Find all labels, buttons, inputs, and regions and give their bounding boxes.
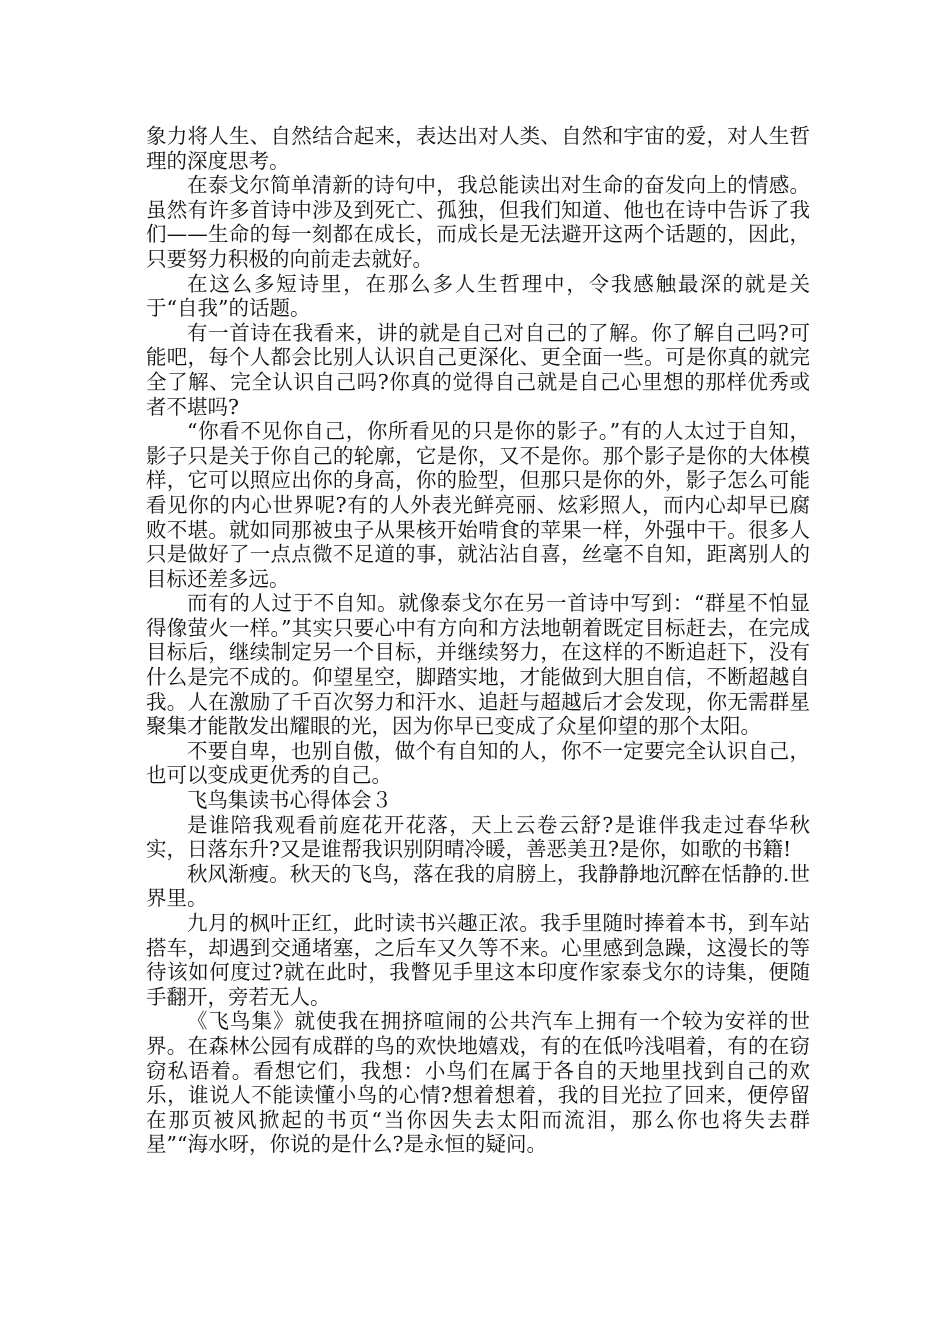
- paragraph: 秋风渐瘦。秋天的飞鸟，落在我的肩膀上，我静静地沉醉在恬静的.世界里。: [146, 861, 810, 911]
- paragraph: 不要自卑，也别自傲，做个有自知的人，你不一定要完全认识自己，也可以变成更优秀的自己。: [146, 738, 810, 788]
- paragraph: 在泰戈尔简单清新的诗句中，我总能读出对生命的奋发向上的情感。虽然有许多首诗中涉及到死亡、孤独，但我们知道、他也在诗中告诉了我们——生命的每一刻都在成长，而成长是无法避开这两个话题的，因此，只要努力积极的向前走去就好。: [146, 173, 810, 271]
- section-heading: 飞鸟集读书心得体会３: [187, 788, 392, 813]
- paragraph: 象力将人生、自然结合起来，表达出对人类、自然和宇宙的爱，对人生哲理的深度思考。: [146, 124, 810, 173]
- document-body: [146, 124, 810, 1157]
- paragraph: 在这么多短诗里，在那么多人生哲理中，令我感触最深的就是关于“自我”的话题。: [146, 271, 810, 321]
- paragraph: 有一首诗在我看来，讲的就是自己对自己的了解。你了解自己吗?可能吧，每个人都会比别人认识自己更深化、更全面一些。可是你真的就完全了解、完全认识自己吗?你真的觉得自己就是自己心里想的那样优秀或者不堪吗?: [146, 320, 810, 419]
- paragraph: 是谁陪我观看前庭花开花落，天上云卷云舒?是谁伴我走过春华秋实，日落东升?又是谁帮我识别阴晴冷暖，善恶美丑?是你，如歌的书籍!: [146, 812, 810, 862]
- paragraph: “你看不见你自己，你所看见的只是你的影子。”有的人太过于自知，影子只是关于你自己的轮廓，它是你，又不是你。那个影子是你的大体模样，它可以照应出你的身高，你的脸型，但那只是你的外，影子怎么可能看见你的内心世界呢?有的人外表光鲜亮丽、炫彩照人，而内心却早已腐败不堪。就如同那被虫子从果核开始啃食的苹果一样，外强中干。很多人只是做好了一点点微不足道的事，就沾沾自喜，丝毫不自知，距离别人的目标还差多远。: [146, 419, 810, 591]
- paragraph: 而有的人过于不自知。就像泰戈尔在另一首诗中写到：“群星不怕显得像萤火一样。”其实只要心中有方向和方法地朝着既定目标赶去，在完成目标后，继续制定另一个目标，并继续努力，在这样的不断追赶下，没有什么是完不成的。仰望星空，脚踏实地，才能做到大胆自信，不断超越自我。人在激励了千百次努力和汗水、追赶与超越后才会发现，你无需群星聚集才能散发出耀眼的光，因为你早已变成了众星仰望的那个太阳。: [146, 591, 810, 739]
- paragraph: 《飞鸟集》就使我在拥挤喧闹的公共汽车上拥有一个较为安祥的世界。在森林公园有成群的鸟的欢快地嬉戏，有的在低吟浅唱着，有的在窃窃私语着。看想它们，我想：小鸟们在属于各自的天地里找到自己的欢乐，谁说人不能读懂小鸟的心情?想着想着，我的目光拉了回来，便停留在那页被风掀起的书页“当你因失去太阳而流泪，那么你也将失去群星”“海水呀，你说的是什么?是永恒的疑问。: [146, 1009, 810, 1157]
- paragraph: 九月的枫叶正红，此时读书兴趣正浓。我手里随时捧着本书，到车站搭车，却遇到交通堵塞，之后车又久等不来。心里感到急躁，这漫长的等待该如何度过?就在此时，我瞥见手里这本印度作家泰戈尔的诗集，便随手翻开，旁若无人。: [146, 911, 810, 1009]
